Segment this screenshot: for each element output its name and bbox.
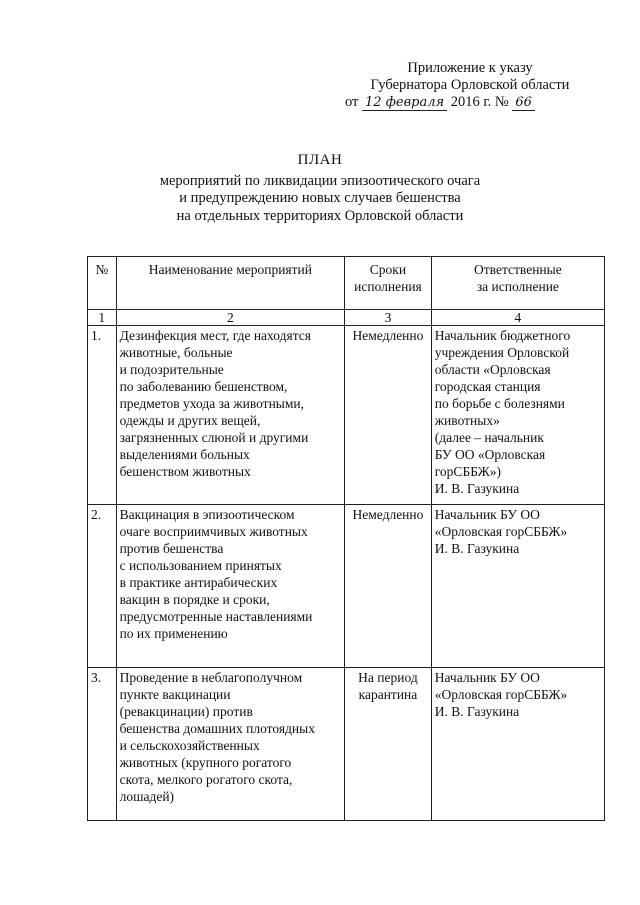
title-main: ПЛАН	[297, 152, 343, 168]
column-number-1: 1	[88, 310, 117, 326]
handwritten-date: 12 февраля	[362, 95, 447, 111]
table-row	[88, 505, 605, 668]
row-action: Вакцинация в эпизоотическом очаге восприимчивых животных против бешенства с использованием принятых в практике антирабических вакцин в порядке и сроки, предусмотренные наставлениями по их применению	[116, 505, 345, 668]
header-number: №	[88, 257, 117, 310]
handwritten-number: 66	[512, 95, 535, 111]
row-deadline: Немедленно	[345, 505, 432, 668]
title-sub-1: мероприятий по ликвидации эпизоотического очага	[159, 172, 481, 189]
title-sub-2: и предупреждению новых случаев бешенства	[179, 190, 461, 206]
row-number: 3.	[88, 668, 117, 821]
appendix-line-1: Приложение к указу	[407, 60, 533, 76]
plan-table	[87, 256, 605, 821]
appendix-line-3	[345, 94, 610, 111]
row-responsible: Начальник бюджетного учреждения Орловской области «Орловская городская станция по борьбе с болезнями животных» (далее – начальник БУ ОО «Орловская горСББЖ») И. В. Газукина	[431, 326, 604, 505]
row-action: Проведение в неблагополучном пункте вакцинации (ревакцинации) против бешенства домашних плотоядных и сельскохозяйственных животных (крупного рогатого скота, мелкого рогатого скота, лошадей)	[116, 668, 345, 821]
appendix-header	[330, 60, 610, 111]
table-header-row	[88, 257, 605, 310]
row-deadline: Немедленно	[345, 326, 432, 505]
header-responsible: Ответственные за исполнение	[431, 257, 604, 310]
column-number-4: 4	[431, 310, 604, 326]
header-deadline: Сроки исполнения	[345, 257, 432, 310]
title-sub-3: на отдельных территориях Орловской области	[176, 207, 464, 224]
column-number-row	[88, 310, 605, 326]
row-number: 2.	[88, 505, 117, 668]
year-and-number-label: 2016 г. №	[450, 94, 509, 110]
table-row	[88, 326, 605, 505]
document-title	[120, 152, 520, 225]
column-number-3: 3	[345, 310, 432, 326]
row-deadline: На период карантина	[345, 668, 432, 821]
table-row	[88, 668, 605, 821]
row-action: Дезинфекция мест, где находятся животные, больные и подозрительные по заболеванию бешенством, предметов ухода за животными, одежды и других вещей, загрязненных слюной и другими выделениями больных бешенством животных	[116, 326, 345, 505]
date-prefix: от	[345, 94, 359, 110]
column-number-2: 2	[116, 310, 345, 326]
row-number: 1.	[88, 326, 117, 505]
row-responsible: Начальник БУ ОО «Орловская горСББЖ» И. В. Газукина	[431, 668, 604, 821]
appendix-line-2: Губернатора Орловской области	[370, 77, 570, 93]
header-action: Наименование мероприятий	[116, 257, 345, 310]
row-responsible: Начальник БУ ОО «Орловская горСББЖ» И. В. Газукина	[431, 505, 604, 668]
